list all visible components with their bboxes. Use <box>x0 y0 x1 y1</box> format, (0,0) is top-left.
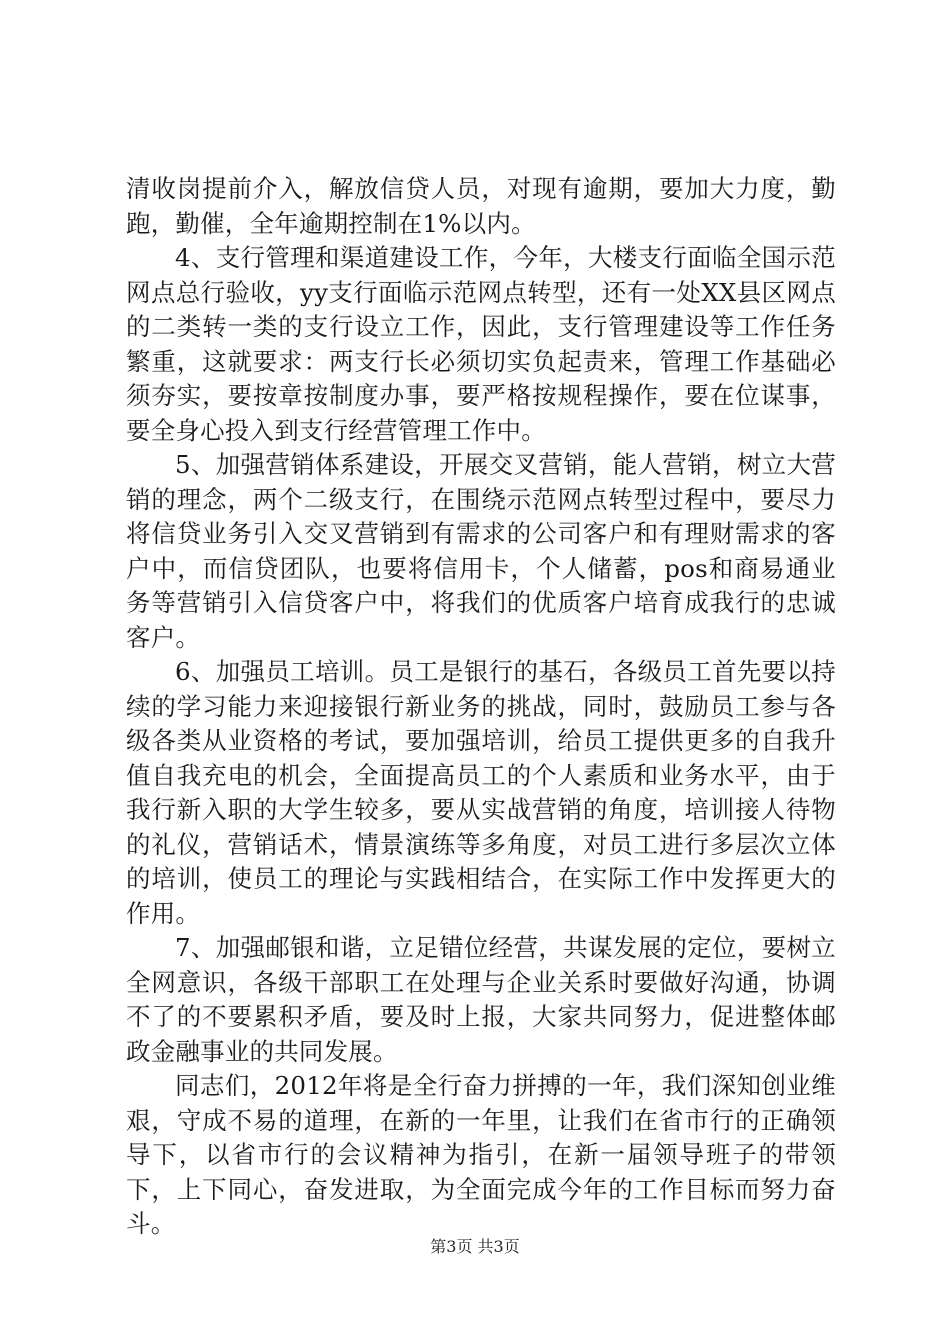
paragraph-continuation: 清收岗提前介入，解放信贷人员，对现有逾期，要加大力度，勤跑，勤催，全年逾期控制在1%以内。 <box>126 174 836 238</box>
page-footer <box>0 1237 950 1257</box>
paragraph-item-5: 5、加强营销体系建设，开展交叉营销，能人营销，树立大营销的理念，两个二级支行，在围绕示范网点转型过程中，要尽力将信贷业务引入交叉营销到有需求的公司客户和有理财需求的客户中，而信贷团队，也要将信用卡，个人储蓄，pos和商易通业务等营销引入信贷客户中，将我们的优质客户培育成我行的忠诚客户。 <box>126 450 836 652</box>
paragraph-item-4: 4、支行管理和渠道建设工作，今年，大楼支行面临全国示范网点总行验收，yy支行面临示范网点转型，还有一处XX县区网点的二类转一类的支行设立工作，因此，支行管理建设等工作任务繁重，这就要求：两支行长必须切实负起责来，管理工作基础必须夯实，要按章按制度办事，要严格按规程操作，要在位谋事，要全身心投入到支行经营管理工作中。 <box>126 243 836 445</box>
page-number: 第3页 共3页 <box>430 1237 520 1256</box>
paragraph-item-7: 7、加强邮银和谐，立足错位经营，共谋发展的定位，要树立全网意识，各级干部职工在处理与企业关系时要做好沟通，协调不了的不要累积矛盾，要及时上报，大家共同努力，促进整体邮政金融事业的共同发展。 <box>126 933 836 1066</box>
paragraph-item-6: 6、加强员工培训。员工是银行的基石，各级员工首先要以持续的学习能力来迎接银行新业务的挑战，同时，鼓励员工参与各级各类从业资格的考试，要加强培训，给员工提供更多的自我升值自我充电的机会，全面提高员工的个人素质和业务水平，由于我行新入职的大学生较多，要从实战营销的角度，培训接人待物的礼仪，营销话术，情景演练等多角度，对员工进行多层次立体的培训，使员工的理论与实践相结合，在实际工作中发挥更大的作用。 <box>126 657 836 928</box>
document-body <box>126 172 836 1242</box>
paragraph-closing: 同志们，2012年将是全行奋力拼搏的一年，我们深知创业维艰，守成不易的道理，在新的一年里，让我们在省市行的正确领导下，以省市行的会议精神为指引，在新一届领导班子的带领下，上下同心，奋发进取，为全面完成今年的工作目标而努力奋斗。 <box>126 1071 836 1238</box>
